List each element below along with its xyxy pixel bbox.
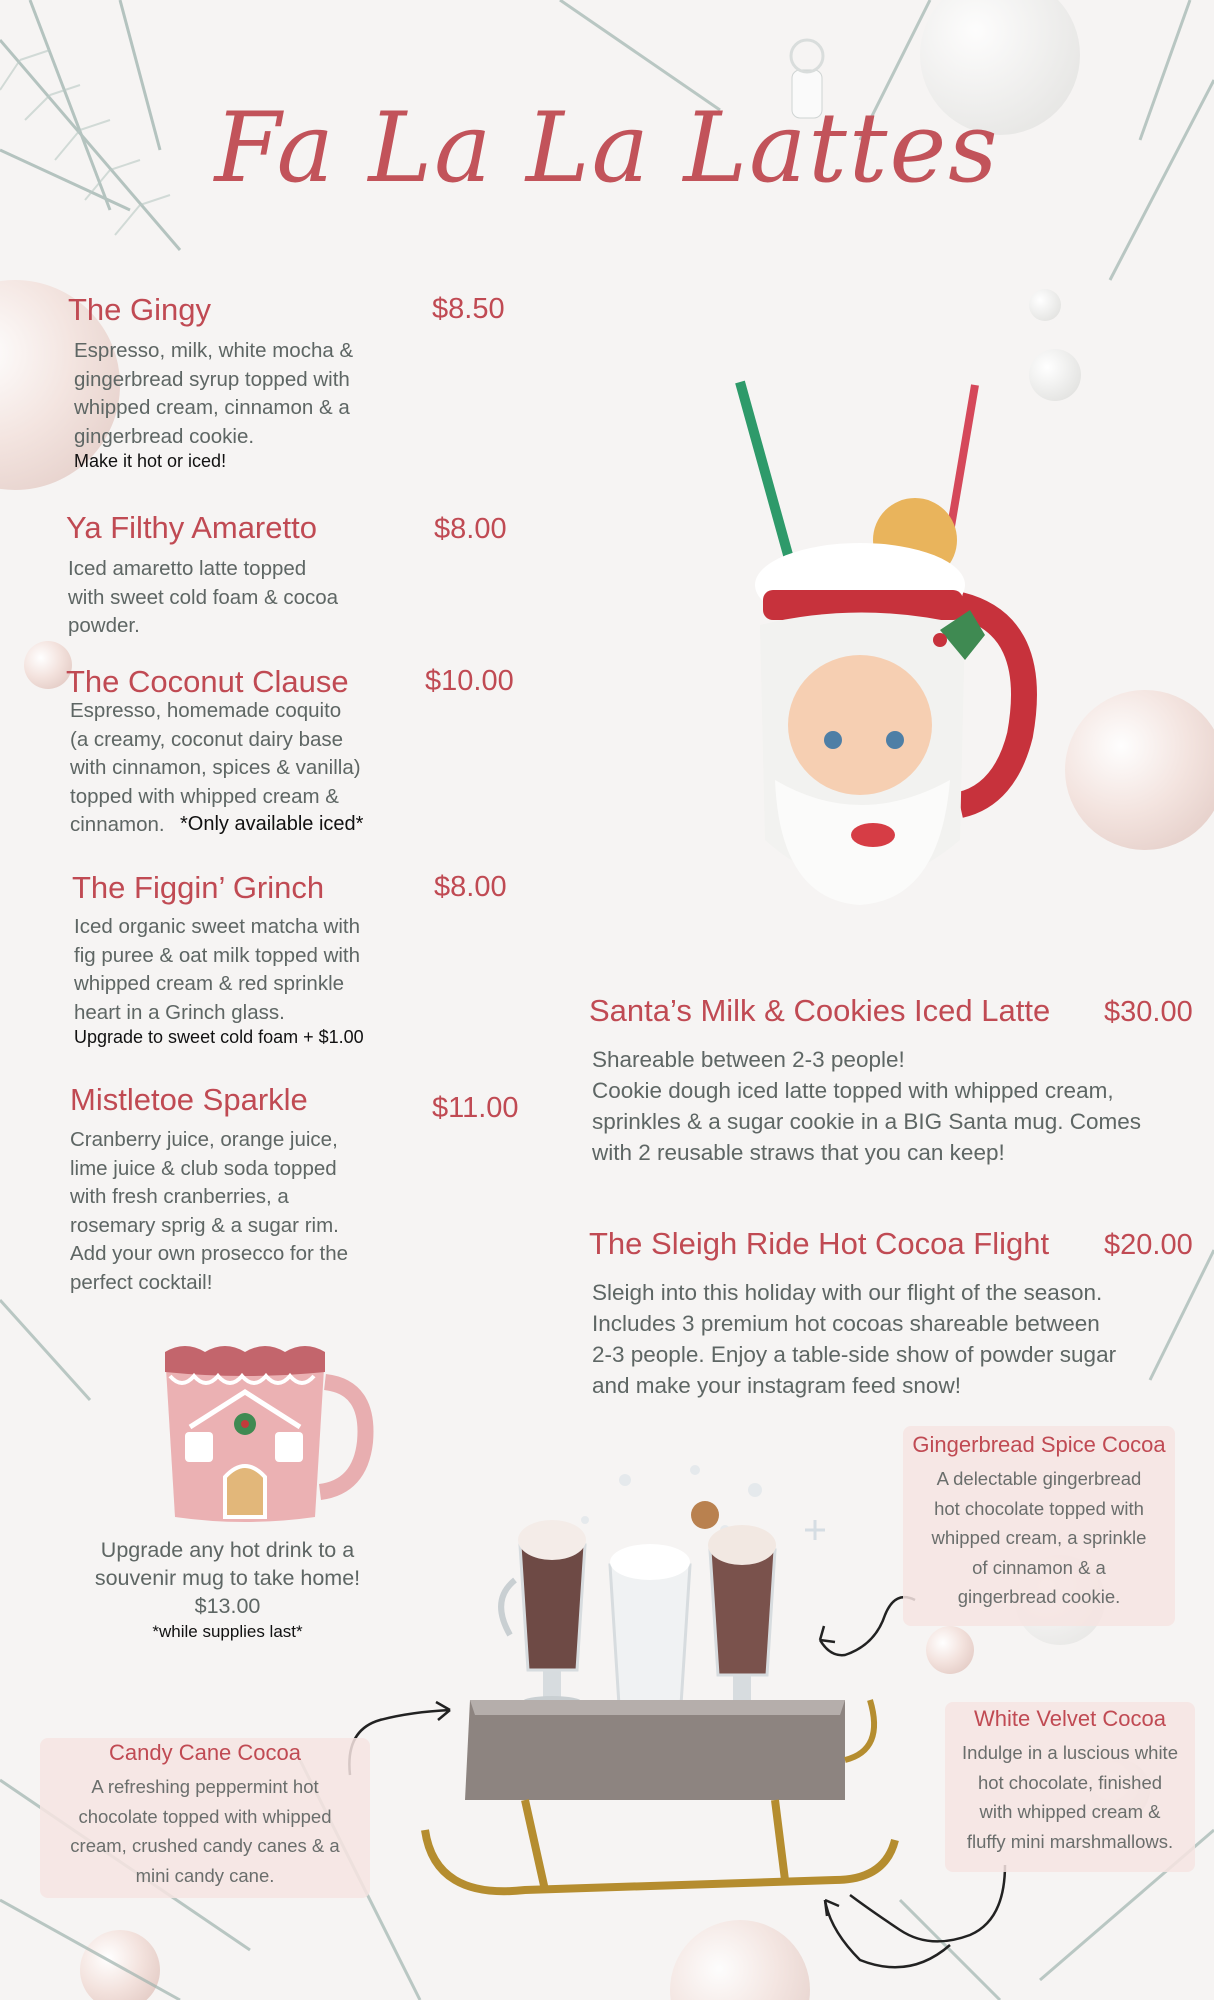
souvenir-line: Upgrade any hot drink to a xyxy=(100,1538,355,1562)
cocoa-name: White Velvet Cocoa xyxy=(974,1706,1166,1731)
cocoa-card-white-velvet xyxy=(945,1702,1195,1872)
item-description: Espresso, milk, white mocha & gingerbread syrup topped with whipped cream, cinnamon & a gingerbread cookie. xyxy=(74,339,354,448)
item-name: The Sleigh Ride Hot Cocoa Flight xyxy=(589,1226,1050,1261)
item-price: $8.50 xyxy=(432,293,505,325)
item-note: Upgrade to sweet cold foam + $1.00 xyxy=(74,1027,364,1047)
item-price: $11.00 xyxy=(432,1092,519,1124)
item-note: Make it hot or iced! xyxy=(74,451,227,471)
cocoa-card-gingerbread-spice xyxy=(903,1426,1175,1626)
cocoa-description: A delectable gingerbread hot chocolate topped with whipped cream, a sprinkle of cinnamon & a gingerbread cookie. xyxy=(931,1468,1147,1607)
item-note: *Only available iced* xyxy=(180,813,364,835)
item-description: Iced organic sweet matcha with fig puree & oat milk topped with whipped cream & red sprinkle heart in a Grinch glass. xyxy=(74,915,361,1024)
item-name: Mistletoe Sparkle xyxy=(70,1082,308,1117)
item-description: Sleigh into this holiday with our flight of the season. Includes 3 premium hot cocoas shareable between 2-3 people. Enjoy a table-side show of powder sugar and make your instagram feed snow! xyxy=(592,1280,1117,1398)
arrow-white-velvet xyxy=(820,1860,1010,1970)
souvenir-price: $13.00 xyxy=(194,1594,261,1618)
item-price: $30.00 xyxy=(1104,996,1193,1028)
item-description: Cranberry juice, orange juice, lime juice & club soda topped with fresh cranberries, a rosemary sprig & a sugar rim. Add your own prosecco for the perfect cocktail! xyxy=(70,1128,349,1294)
cocoa-description: Indulge in a luscious white hot chocolate, finished with whipped cream & fluffy mini marshmallows. xyxy=(962,1742,1178,1852)
item-description: Iced amaretto latte topped with sweet cold foam & cocoa powder. xyxy=(68,557,339,637)
souvenir-note: *while supplies last* xyxy=(152,1622,303,1641)
cocoa-description: A refreshing peppermint hot chocolate topped with whipped cream, crushed candy canes & a mini candy cane. xyxy=(70,1776,340,1886)
souvenir-mug-offer xyxy=(60,1536,395,1644)
item-price: $8.00 xyxy=(434,513,507,545)
item-name: The Figgin’ Grinch xyxy=(72,870,325,905)
cocoa-card-candy-cane xyxy=(40,1738,370,1898)
item-description: Espresso, homemade coquito (a creamy, coconut dairy base with cinnamon, spices & vanilla) topped with whipped cream & cinnamon. xyxy=(70,699,361,836)
menu-title: Fa La La Lattes xyxy=(214,92,1000,204)
santa-mug-image xyxy=(735,380,1035,915)
cocoa-flight-sleigh-image xyxy=(405,1440,930,1900)
item-price: $8.00 xyxy=(434,871,507,903)
item-name: Ya Filthy Amaretto xyxy=(66,510,317,545)
gingerbread-house-mug-image xyxy=(155,1332,375,1527)
cocoa-name: Gingerbread Spice Cocoa xyxy=(912,1432,1166,1457)
souvenir-line: souvenir mug to take home! xyxy=(94,1566,361,1590)
item-price: $20.00 xyxy=(1104,1229,1193,1261)
item-description: Shareable between 2-3 people! Cookie dough iced latte topped with whipped cream, sprinkles & a sugar cookie in a BIG Santa mug. Comes with 2 reusable straws that you can keep! xyxy=(592,1047,1142,1165)
item-price: $10.00 xyxy=(425,665,514,697)
item-name: The Coconut Clause xyxy=(66,664,349,699)
item-name: Santa’s Milk & Cookies Iced Latte xyxy=(589,993,1051,1028)
item-name: The Gingy xyxy=(68,292,212,327)
cocoa-name: Candy Cane Cocoa xyxy=(108,1740,301,1765)
